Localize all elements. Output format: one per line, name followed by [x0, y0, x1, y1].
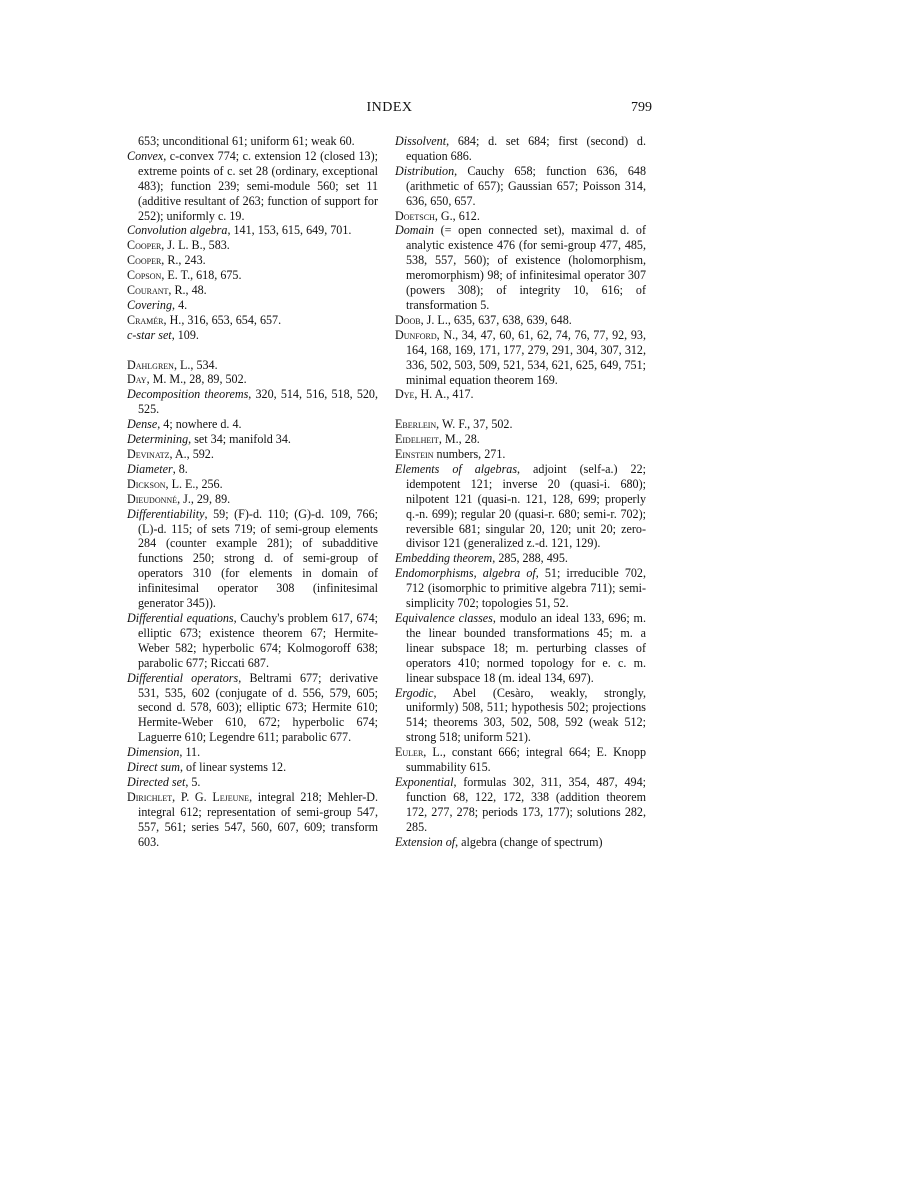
index-entry-heading: Convex: [127, 148, 164, 163]
index-entry: [395, 328, 646, 388]
index-entry-heading: Differential equations: [127, 610, 234, 625]
index-entry-heading: Covering: [127, 297, 173, 312]
index-entry-heading: Dahlgren: [127, 357, 174, 372]
index-entry-references: , 51; irreducible 702, 712 (isomorphic to primitive algebra 711); semi-simplicity 702; topologies 51, 52.: [406, 566, 646, 611]
index-entry: [127, 775, 378, 790]
index-entry-references: , 4.: [172, 297, 188, 312]
index-entry: [127, 298, 378, 313]
index-entry: [395, 432, 646, 447]
index-entry-heading: Elements of algebras: [395, 461, 518, 476]
index-entry: [395, 447, 646, 462]
index-entry: [395, 209, 646, 224]
index-entry-references: , H., 316, 653, 654, 657.: [163, 312, 282, 327]
page-header: [127, 100, 652, 120]
index-entry-references: numbers, 271.: [433, 447, 506, 462]
index-entry: [127, 134, 378, 149]
index-entry-heading: Cooper: [127, 253, 162, 268]
index-entry-heading: Cramér: [127, 312, 164, 327]
index-entry: [127, 358, 378, 373]
index-entry-references: , Abel (Cesàro, weakly, strongly, uniformly) 508, 511; hypothesis 502; projections 514; theorems 303, 502, 508, 592 (weak 512; strong 518; uniform 521).: [406, 685, 646, 745]
index-entry-references: , J., 29, 89.: [177, 491, 231, 506]
index-entry-references: , 320, 514, 516, 518, 520, 525.: [138, 387, 378, 417]
index-entry: [395, 462, 646, 551]
index-entry-heading: Eidelheit: [395, 432, 439, 447]
index-entry: [395, 134, 646, 164]
index-entry: [395, 611, 646, 686]
index-entry-heading: Determining: [127, 432, 189, 447]
index-entry-heading: Eberlein: [395, 417, 437, 432]
index-entry-heading: Equivalence classes: [395, 610, 493, 625]
index-entry-references: , 4; nowhere d. 4.: [157, 417, 242, 432]
index-entry-heading: Direct sum: [127, 760, 180, 775]
index-entry-heading: Extension of: [395, 834, 456, 849]
index-entry-heading: Directed set: [127, 774, 186, 789]
index-entry-references: , Beltrami 677; derivative 531, 535, 602 (conjugate of d. 556, 579, 605; second d. 578, 603); elliptic 673; Hermite 610; Hermite-Weber 610, 672; hyperbolic 674; Laguerre 610; Legendre 611; parabolic 677.: [138, 670, 378, 745]
index-entry-references: , adjoint (self-a.) 22; idempotent 121; inverse 20 (quasi-i. 680); nilpotent 121 (quasi-n. 121, 128, 699; properly q.-n. 699); regular 20 (quasi-r. 680; semi-r. 702); reversible 681; singular 20, 120; unit 20; zero-divisor 121 (generalized z.-d. 121, 129).: [406, 461, 646, 551]
index-entry-references: , R., 48.: [168, 283, 207, 298]
index-entry: [127, 328, 378, 343]
index-entry: [395, 775, 646, 835]
index-entry: [127, 372, 378, 387]
index-entry-references: , 109.: [171, 327, 199, 342]
index-entry-heading: Differentiability: [127, 506, 205, 521]
index-entry-heading: Cooper: [127, 238, 162, 253]
index-entry-references: , Cauchy 658; function 636, 648 (arithmetic of 657); Gaussian 657; Poisson 314, 636, 650, 657.: [406, 163, 646, 208]
index-entry-references: , 11.: [179, 745, 201, 760]
index-entry-references: , L., 534.: [173, 357, 218, 372]
index-entry-references: , integral 218; Mehler-D. integral 612; representation of semi-group 547, 557, 561; series 547, 560, 607, 609; transform 603.: [138, 789, 378, 849]
index-entry-heading: Distribution: [395, 163, 455, 178]
index-entry-references: , J. L. B., 583.: [161, 238, 230, 253]
index-entry-references: 653; unconditional 61; uniform 61; weak 60.: [138, 134, 355, 148]
index-entry: [127, 253, 378, 268]
index-entry: [395, 551, 646, 566]
index-entry-references: , M., 28.: [438, 432, 480, 447]
index-entry: [395, 387, 646, 402]
index-entry: [127, 462, 378, 477]
index-entry-references: , A., 592.: [169, 447, 214, 462]
index-entry: [395, 686, 646, 746]
index-entry-references: , G., 612.: [434, 208, 480, 223]
index-entry-heading: Copson: [127, 268, 162, 283]
index-entry: [395, 223, 646, 312]
index-entry: [127, 790, 378, 850]
index-entry: [127, 268, 378, 283]
index-entry: [127, 760, 378, 775]
index-entry-heading: Dye: [395, 387, 415, 402]
index-entry-heading: Diameter: [127, 461, 173, 476]
index-entry-references: , L. E., 256.: [165, 476, 223, 491]
index-entry-references: , modulo an ideal 133, 696; m. the linear bounded transformations 45; m. a linear subspace 18; m. perturbing classes of operators 410; normed topology for e. c. m. linear subspace 18 (m. ideal 134, 697).: [406, 610, 646, 685]
index-entry-references: , E. T., 618, 675.: [161, 268, 242, 283]
index-entry-references: , 285, 288, 495.: [492, 551, 568, 566]
index-entry-references: , 684; d. set 684; first (second) d. equation 686.: [406, 134, 646, 163]
index-entry-heading: Dense: [127, 417, 158, 432]
index-entry: [127, 223, 378, 238]
index-entry-references: , 5.: [185, 774, 201, 789]
index-column-left: [127, 134, 378, 849]
index-entry: [127, 149, 378, 224]
index-entry-heading: Ergodic: [395, 685, 434, 700]
index-entry-heading: Doetsch: [395, 208, 435, 223]
index-entry-references: , L., constant 666; integral 664; E. Knopp summability 615.: [406, 745, 646, 775]
index-entry-references: , 8.: [172, 461, 188, 476]
index-entry-references: , Cauchy's problem 617, 674; elliptic 673; existence theorem 67; Hermite-Weber 582; hyperbolic 674; Kolmogoroff 638; parabolic 677; Riccati 687.: [138, 610, 378, 670]
index-entry: [127, 238, 378, 253]
index-entry: [127, 611, 378, 671]
index-entry-heading: Exponential: [395, 774, 454, 789]
index-entry: [127, 745, 378, 760]
index-entry-references: , 141, 153, 615, 649, 701.: [227, 223, 352, 238]
index-entry-references: , algebra (change of spectrum): [455, 834, 603, 849]
index-entry-references: , M. M., 28, 89, 502.: [146, 372, 247, 387]
index-entry: [127, 313, 378, 328]
index-entry-references: , R., 243.: [161, 253, 206, 268]
index-entry-heading: Einstein: [395, 447, 434, 462]
index-entry: [127, 432, 378, 447]
index-entry: [395, 313, 646, 328]
index-entry: [127, 283, 378, 298]
index-entry: [127, 671, 378, 746]
page-number: 799: [631, 100, 652, 115]
index-entry-heading: Devinatz: [127, 447, 170, 462]
index-entry-references: , set 34; manifold 34.: [188, 432, 291, 447]
index-entry-heading: Endomorphisms, algebra of: [395, 566, 536, 581]
index-entry-heading: Courant: [127, 283, 169, 298]
index-entry: [395, 745, 646, 775]
index-entry-references: , W. F., 37, 502.: [436, 417, 513, 432]
index-entry-heading: Dimension: [127, 745, 180, 760]
running-title: INDEX: [366, 100, 413, 115]
index-entry-heading: c-star set: [127, 327, 172, 342]
index-entry-heading: Dirichlet, P. G. Lejeune: [127, 789, 250, 804]
index-entry-heading: Dunford: [395, 327, 437, 342]
index-entry-references: , 59; (F)-d. 110; (G)-d. 109, 766; (L)-d. 115; of sets 719; of semi-group elements 284 (counter example 281); of subadditive functions 250; strong d. of semi-group of operators 310 (for elements in domain of infinitesimal operator 308 (infinitesimal generator 345)).: [138, 506, 378, 611]
index-entry-heading: Dissolvent: [395, 134, 447, 148]
index-entry-heading: Dickson: [127, 476, 166, 491]
index-entry-heading: Convolution algebra: [127, 223, 228, 238]
index-entry: [395, 835, 646, 850]
index-entry: [395, 417, 646, 432]
index-entry-heading: Embedding theorem: [395, 551, 493, 566]
index-entry-heading: Doob: [395, 312, 421, 327]
index-entry: [127, 447, 378, 462]
index-entry-heading: Day: [127, 372, 147, 387]
index-entry-references: , formulas 302, 311, 354, 487, 494; function 68, 122, 172, 338 (addition theorem 172, 277, 278; periods 173, 177); solutions 282, 285.: [406, 774, 646, 834]
index-entry-heading: Differential operators: [127, 670, 239, 685]
index-entry: [127, 477, 378, 492]
index-entry-references: (= open connected set), maximal d. of analytic existence 476 (for semi-group 477, 485, 538, 557, 560); of existence (holomorphism, meromorphism) 98; of infinitesimal operator 307 (powers 308); of integrity 10, 616; of transformation 5.: [406, 223, 646, 312]
index-entry-references: , of linear systems 12.: [179, 760, 287, 775]
index-entry: [127, 492, 378, 507]
index-entry-references: , c-convex 774; c. extension 12 (closed 13); extreme points of c. set 28 (ordinary, exceptional 483); function 239; semi-module 560; set 11 (additive resultant of 263; function of support for 252); uniformly c. 19.: [138, 148, 378, 223]
index-entry-references: , J. L., 635, 637, 638, 639, 648.: [420, 312, 572, 327]
index-entry-references: , N., 34, 47, 60, 61, 62, 74, 76, 77, 92, 93, 164, 168, 169, 171, 177, 279, 291, 304, 307, 312, 336, 502, 503, 509, 521, 534, 621, 625, 649, 751; minimal equation theorem 169.: [406, 327, 646, 387]
index-entry-references: , H. A., 417.: [414, 387, 474, 402]
index-entry: [395, 566, 646, 611]
index-entry: [127, 387, 378, 417]
index-column-right: [395, 134, 646, 849]
index-entry: [127, 417, 378, 432]
index-entry-heading: Dieudonné: [127, 491, 178, 506]
index-entry: [127, 507, 378, 611]
index-entry: [395, 164, 646, 209]
index-entry-heading: Euler: [395, 745, 424, 760]
index-entry-heading: Decomposition theorems: [127, 387, 249, 402]
index-entry-heading: Domain: [395, 223, 434, 238]
